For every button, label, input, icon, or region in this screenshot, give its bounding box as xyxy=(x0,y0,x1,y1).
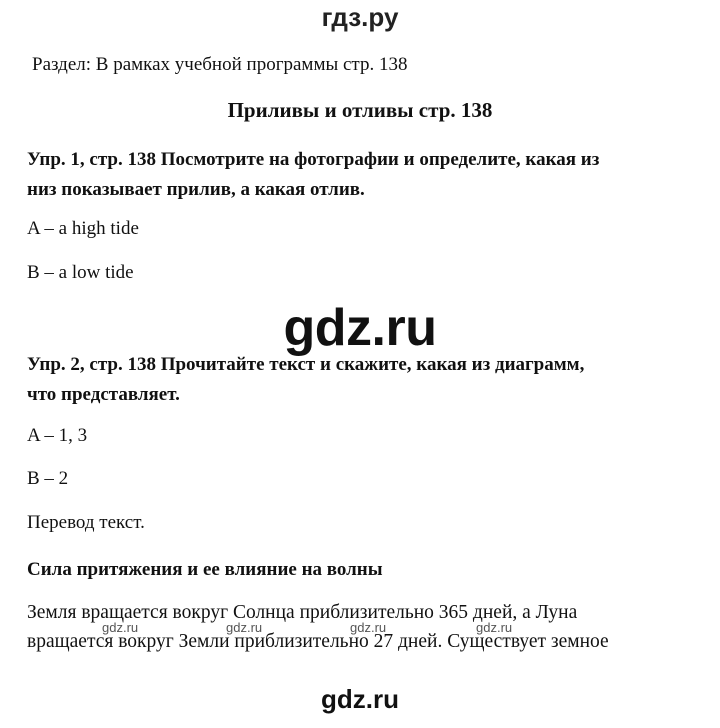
exercise-2-heading xyxy=(27,350,687,410)
watermark-small: gdz.ru xyxy=(226,620,263,635)
exercise-1-line-1: Упр. 1, стр. 138 Посмотрите на фотографии и определите, какая из xyxy=(27,149,600,170)
exercise-2-answer-b: B – 2 xyxy=(27,468,69,489)
exercise-1-answer-b: B – a low tide xyxy=(27,262,134,283)
exercise-1-heading xyxy=(27,145,687,205)
body-line-1: Земля вращается вокруг Солнца приблизительно 365 дней, а Луна xyxy=(27,602,578,623)
watermark-large: gdz.ru xyxy=(283,299,437,357)
translation-label: Перевод текст. xyxy=(27,512,145,533)
watermark-small: gdz.ru xyxy=(350,620,387,635)
body-line-2: вращается вокруг Земли приблизительно 27 дней. Существует земное xyxy=(27,631,609,652)
exercise-2-line-1: Упр. 2, стр. 138 Прочитайте текст и скажите, какая из диаграмм, xyxy=(27,354,585,375)
section-label: Раздел: В рамках учебной программы стр. 138 xyxy=(32,54,408,75)
exercise-1-answer-a: A – a high tide xyxy=(27,218,139,239)
exercise-2-answer-a: A – 1, 3 xyxy=(27,425,88,446)
watermark-small: gdz.ru xyxy=(476,620,513,635)
page-title: Приливы и отливы стр. 138 xyxy=(227,98,493,122)
site-header-logo[interactable]: гдз.ру xyxy=(321,2,399,32)
subheading: Сила притяжения и ее влияние на волны xyxy=(27,559,383,580)
watermark-small: gdz.ru xyxy=(102,620,139,635)
exercise-2-line-2: что представляет. xyxy=(27,384,180,405)
exercise-1-line-2: низ показывает прилив, а какая отлив. xyxy=(27,179,365,200)
footer-watermark[interactable]: gdz.ru xyxy=(321,684,399,714)
